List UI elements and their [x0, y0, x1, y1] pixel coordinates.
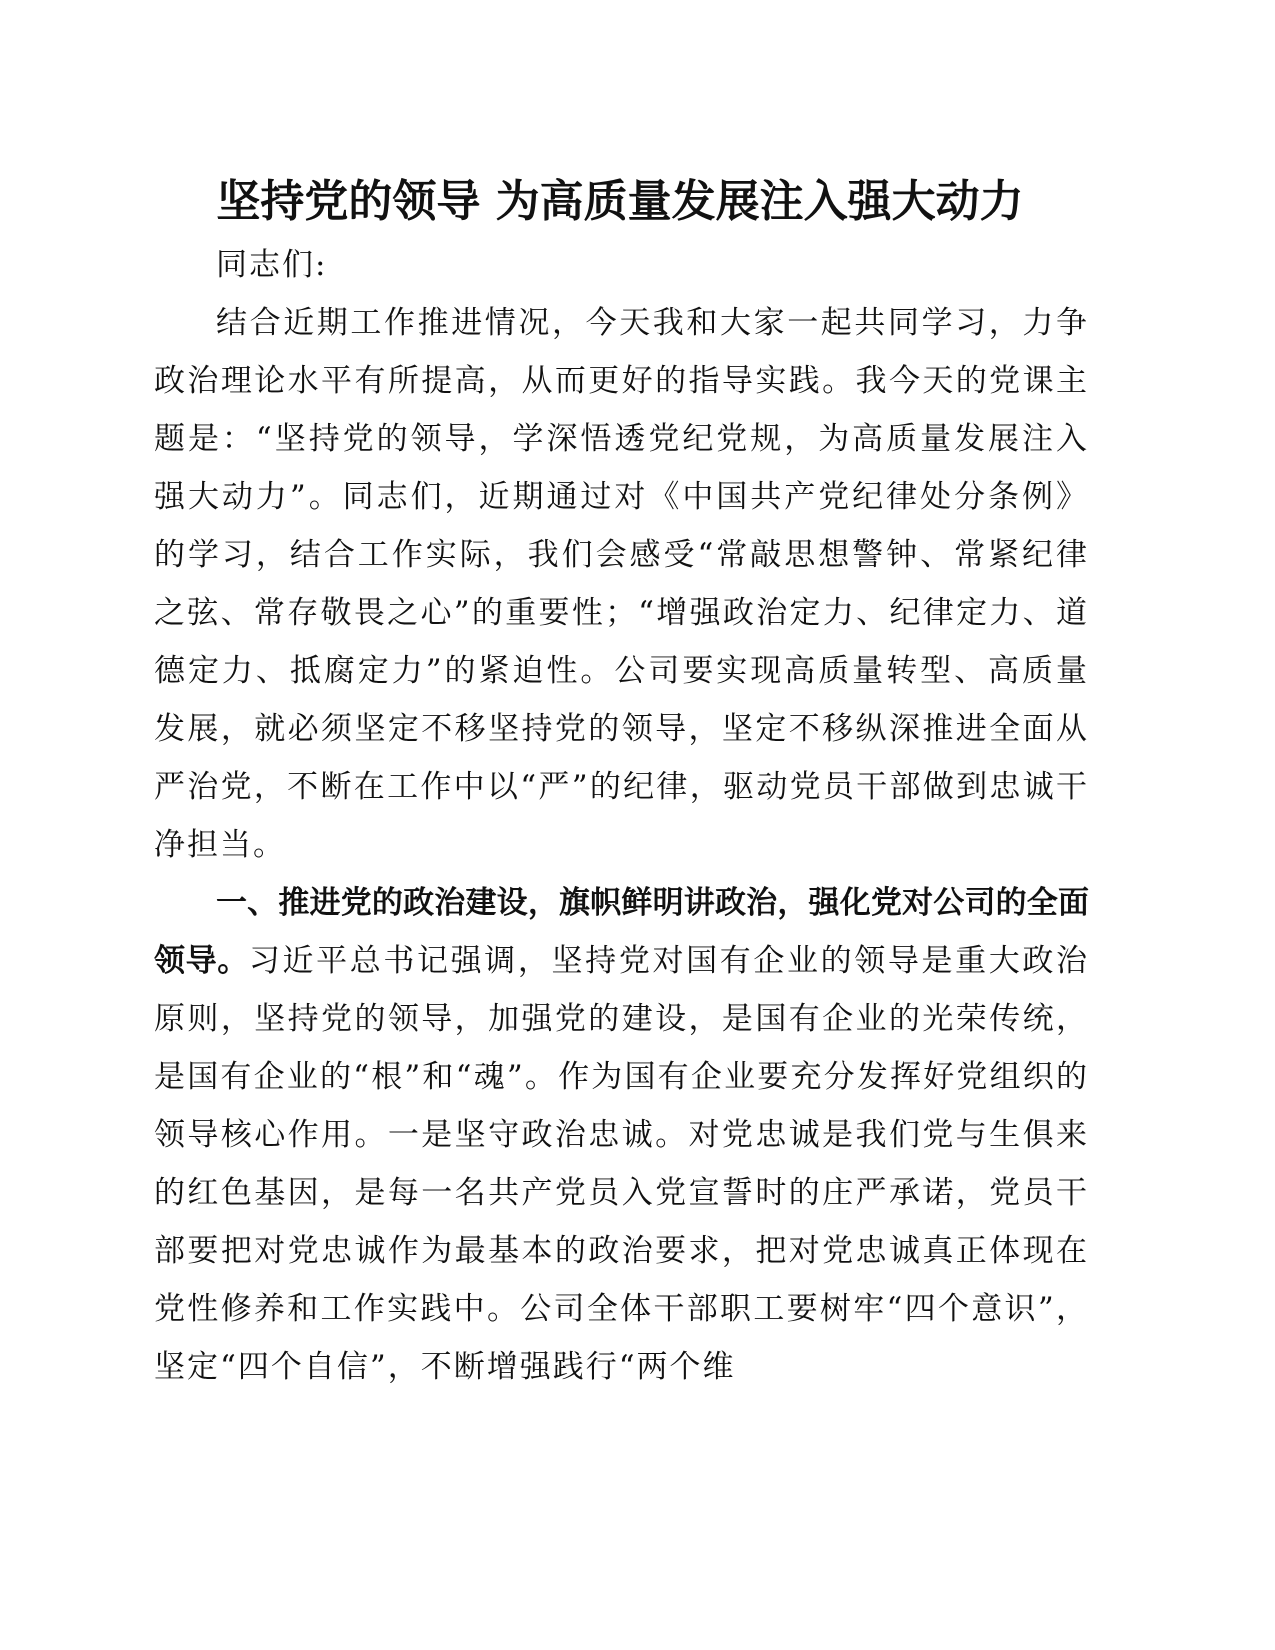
intro-paragraph: 结合近期工作推进情况，今天我和大家一起共同学习，力争政治理论水平有所提高，从而更好的指导实践。我今天的党课主题是：“坚持党的领导，学深悟透党纪党规，为高质量发展注入强大动力”。同志们，近期通过对《中国共产党纪律处分条例》的学习，结合工作实际，我们会感受“常敲思想警钟、常紧纪律之弦、常存敬畏之心”的重要性；“增强政治定力、纪律定力、道德定力、抵腐定力”的紧迫性。公司要实现高质量转型、高质量发展，就必须坚定不移坚持党的领导，坚定不移纵深推进全面从严治党，不断在工作中以“严”的纪律，驱动党员干部做到忠诚干净担当。 [154, 305, 1089, 863]
document-title: 坚持党的领导 为高质量发展注入强大动力 [216, 176, 1024, 227]
salutation: 同志们: [216, 247, 328, 283]
section-paragraph [154, 874, 1089, 1396]
section-heading: 一、推进党的政治建设，旗帜鲜明讲政治，强化党对公司的全面领导。 [154, 885, 1089, 979]
section-body: 习近平总书记强调，坚持党对国有企业的领导是重大政治原则，坚持党的领导，加强党的建设，是国有企业的光荣传统，是国有企业的“根”和“魂”。作为国有企业要充分发挥好党组织的领导核心作用。一是坚守政治忠诚。对党忠诚是我们党与生俱来的红色基因，是每一名共产党员入党宣誓时的庄严承诺，党员干部要把对党忠诚作为最基本的政治要求，把对党忠诚真正体现在党性修养和工作实践中。公司全体干部职工要树牢“四个意识”，坚定“四个自信”，不断增强践行“两个维 [154, 943, 1089, 1385]
document-body [154, 236, 1089, 1396]
